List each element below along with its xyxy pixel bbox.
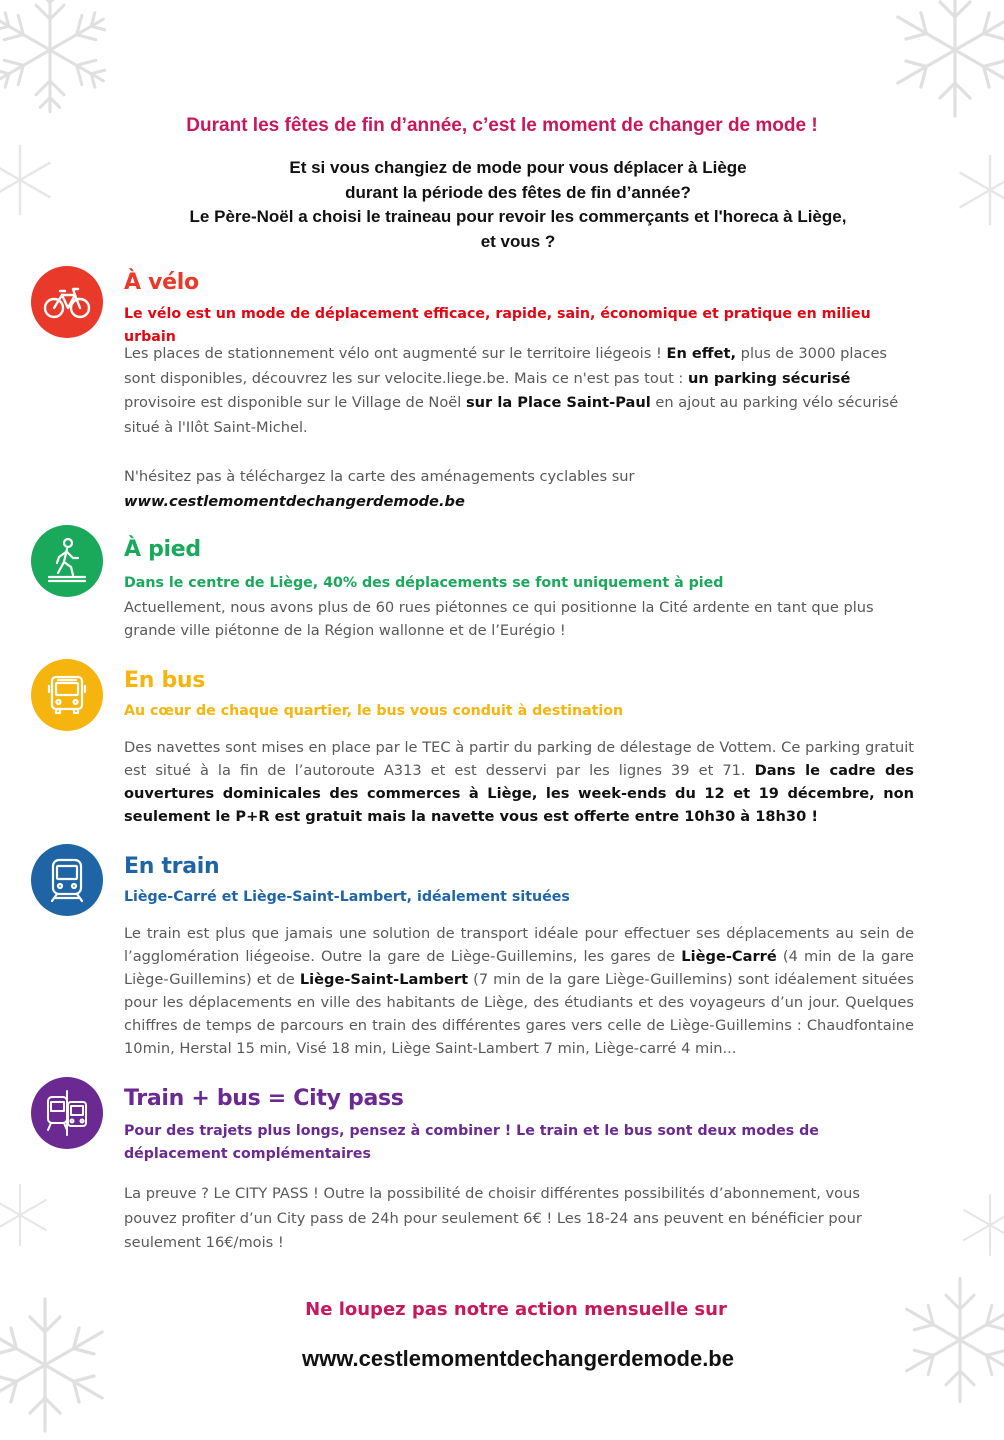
section-title-bus: En bus — [124, 668, 206, 693]
section-text-velo: Les places de stationnement vélo ont augmenté sur le territoire liégeois ! En effet, plus de 3000 places sont disponibles, découvrez les sur velocite.liege.be. Mais ce n'est pas tout : un parking sécurisé provisoire est disponible sur le Village de Noël sur la Place Saint-Paul en ajout au parking vélo sécurisé situé à l'Ilôt Saint-Michel. — [124, 345, 899, 436]
section-subtitle-train: Liège-Carré et Liège-Saint-Lambert, idéalement situées — [124, 889, 570, 905]
snowflake-icon — [880, 0, 1004, 125]
intro-line: Le Père-Noël a choisi le traineau pour revoir les commerçants et l'horeca à Liège, — [189, 207, 847, 226]
headline: Durant les fêtes de fin d’année, c’est le moment de changer de mode ! — [186, 115, 818, 136]
website-link[interactable]: www.cestlemomentdechangerdemode.be — [124, 492, 465, 510]
section-text-velo-map: N'hésitez pas à téléchargez la carte des aménagements cyclables sur www.cestlemomentdechangerdemode.be — [124, 465, 914, 514]
section-title-velo: À vélo — [124, 270, 199, 295]
section-text-train: Le train est plus que jamais une solution de transport idéale pour effectuer ses déplacements au sein de l’agglomération liégeoise. Outre la gare de Liège-Guillemins, les gares de Liège-Carré (4 min de la gare Liège-Guillemins) et de Liège-Saint-Lambert (7 min de la gare Liège-Guillemins) sont idéalement situées pour les déplacements en ville des habitants de Liège, des étudiants et des voyageurs d’un jour. Quelques chiffres de temps de parcours en train des différentes gares vers celle de Liège-Guillemins : Chaudfontaine 10min, Herstal 15 min, Visé 18 min, Liège Saint-Lambert 7 min, Liège-carré 4 min... — [124, 925, 914, 1057]
section-text-citypass: La preuve ? Le CITY PASS ! Outre la possibilité de choisir différentes possibilités d’abonnement, vous pouvez profiter d’un City pass de 24h pour seulement 6€ ! Les 18-24 ans peuvent en bénéficier pour seulement 16€/mois ! — [124, 1185, 862, 1251]
footer-call-to-action: Ne loupez pas notre action mensuelle sur — [305, 1299, 727, 1320]
pedestrian-icon — [31, 525, 103, 597]
footer-website-link[interactable]: www.cestlemomentdechangerdemode.be — [302, 1346, 734, 1371]
snowflake-icon — [0, 1180, 55, 1250]
section-title-citypass: Train + bus = City pass — [124, 1086, 404, 1111]
intro-line: et vous ? — [480, 231, 556, 251]
train-bus-icon — [31, 1077, 103, 1149]
intro — [0, 156, 1004, 254]
section-text-pied: Actuellement, nous avons plus de 60 rues piétonnes ce qui positionne la Cité ardente en tant que plus grande ville piétonne de la Région wallonne et de l’Eurégio ! — [124, 599, 874, 639]
train-icon — [31, 844, 103, 916]
intro-line: Et si vous changiez de mode pour vous déplacer à Liège — [289, 158, 747, 177]
intro-line: durant la période des fêtes de fin d’année? — [345, 182, 691, 202]
section-subtitle-citypass: Pour des trajets plus longs, pensez à combiner ! Le train et le bus sont deux modes de déplacement complémentaires — [124, 1123, 819, 1162]
bicycle-icon — [31, 266, 103, 338]
snowflake-icon — [0, 0, 120, 120]
snowflake-icon — [955, 1190, 1004, 1260]
section-subtitle-bus: Au cœur de chaque quartier, le bus vous conduit à destination — [124, 703, 624, 719]
section-subtitle-velo: Le vélo est un mode de déplacement efficace, rapide, sain, économique et pratique en milieu urbain — [124, 306, 871, 345]
snowflake-icon — [890, 1270, 1004, 1410]
bus-icon — [31, 659, 103, 731]
section-title-pied: À pied — [124, 537, 201, 562]
section-title-train: En train — [124, 854, 220, 879]
section-text-bus: Des navettes sont mises en place par le TEC à partir du parking de délestage de Vottem. Ce parking gratuit est situé à la fin de l’autoroute A313 et est desservi par les lignes 39 et 71. Dans le cadre des ouvertures dominicales des commerces à Liège, les week-ends du 12 et 19 décembre, non seulement le P+R est gratuit mais la navette vous est offerte entre 10h30 à 18h30 ! — [124, 739, 914, 825]
section-subtitle-pied: Dans le centre de Liège, 40% des déplacements se font uniquement à pied — [124, 575, 724, 591]
